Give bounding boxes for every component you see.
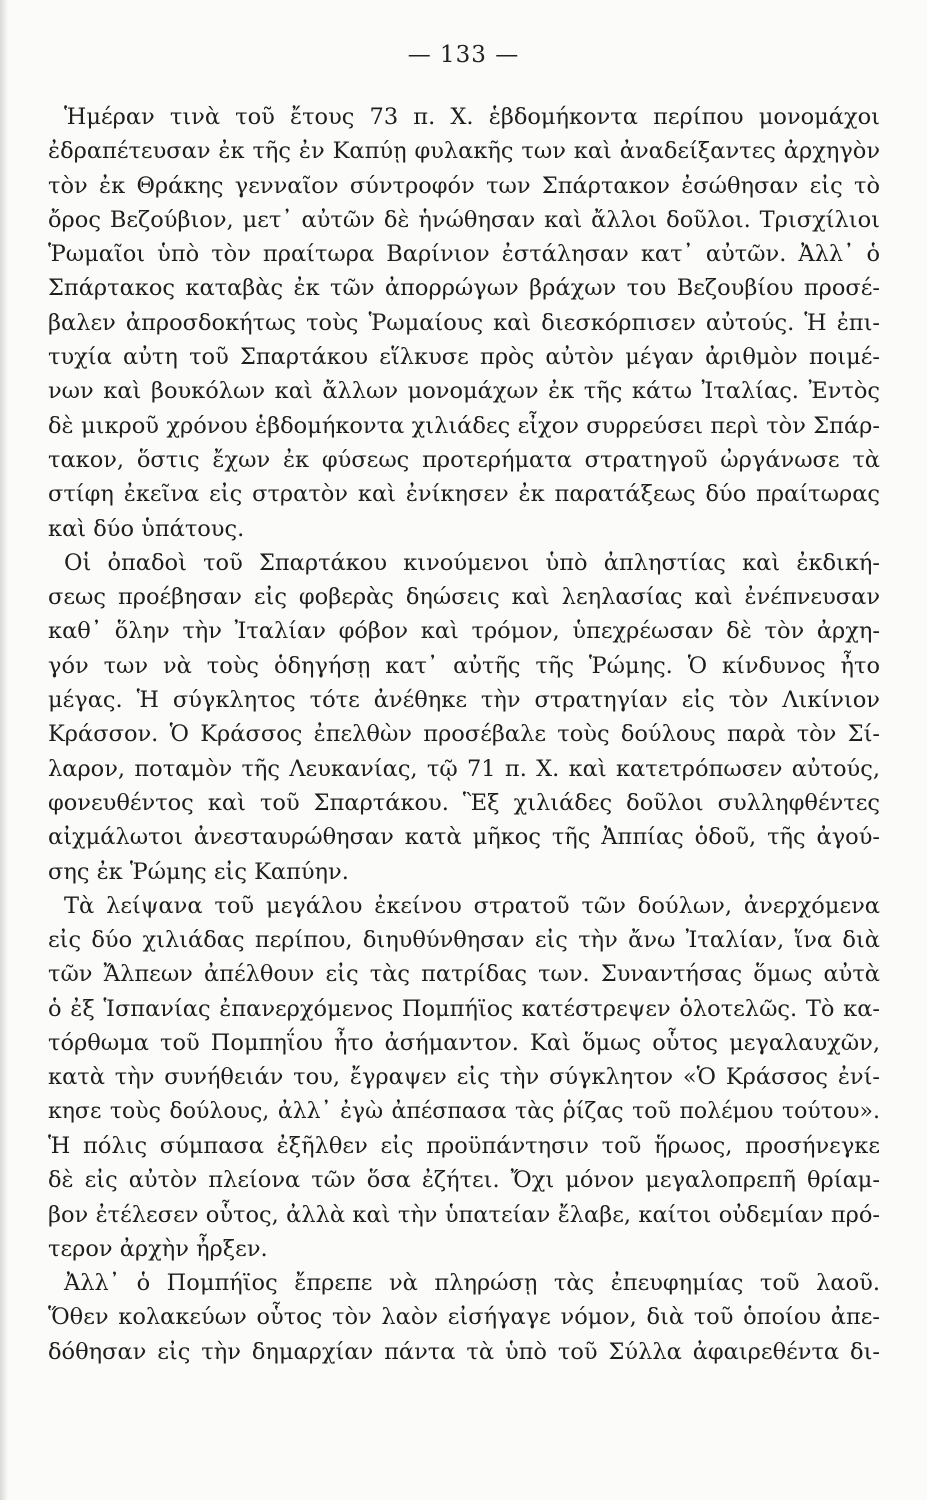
text-line: τερον ἀρχὴν ἦρξεν. [48, 1235, 268, 1262]
text-line: Ἀλλ᾽ ὁ Πομπήϊος ἔπρεπε νὰ πληρώσῃ τὰς ἐπευφημίας τοῦ λαοῦ. [64, 1270, 880, 1297]
text-line: βον ἐτέλεσεν οὗτος, ἀλλὰ καὶ τὴν ὑπατείαν ἔλαβε, καίτοι οὐδεμίαν πρό- [48, 1201, 880, 1228]
text-line: φονευθέντος καὶ τοῦ Σπαρτάκου. Ἓξ χιλιάδες δοῦλοι συλληφθέντες [48, 789, 880, 816]
text-line: νων καὶ βουκόλων καὶ ἄλλων μονομάχων ἐκ τῆς κάτω Ἰταλίας. Ἐντὸς [48, 378, 880, 405]
text-line: εἰς δύο χιλιάδας περίπου, διηυθύνθησαν εἰς τὴν ἄνω Ἰταλίαν, ἵνα διὰ [48, 927, 880, 954]
text-line: τυχία αὐτη τοῦ Σπαρτάκου εἵλκυσε πρὸς αὐτὸν μέγαν ἀριθμὸν ποιμέ- [48, 344, 880, 371]
text-line: κατὰ τὴν συνήθειάν του, ἔγραψεν εἰς τὴν σύγκλητον «Ὁ Κράσσος ἐνί- [48, 1064, 880, 1091]
text-line: ὄρος Βεζούβιον, μετ᾽ αὐτῶν δὲ ἡνώθησαν καὶ ἄλλοι δοῦλοι. Τρισχίλιοι [48, 206, 880, 233]
text-line: Ἡ πόλις σύμπασα ἐξῆλθεν εἰς προϋπάντησιν τοῦ ἥρωος, προσήνεγκε [48, 1132, 880, 1159]
text-line: καὶ δύο ὑπάτους. [48, 515, 245, 542]
text-line: Ἡμέραν τινὰ τοῦ ἔτους 73 π. Χ. ἑβδομήκοντα περίπου μονομάχοι [64, 104, 880, 130]
text-line: στίφη ἐκεῖνα εἰς στρατὸν καὶ ἐνίκησεν ἐκ παρατάξεως δύο πραίτωρας [48, 481, 880, 508]
text-line: μέγας. Ἡ σύγκλητος τότε ἀνέθηκε τὴν στρατηγίαν εἰς τὸν Λικίνιον [48, 687, 880, 714]
text-line: καθ᾽ ὅλην τὴν Ἰταλίαν φόβον καὶ τρόμον, ὑπεχρέωσαν δὲ τὸν ἀρχη- [48, 618, 880, 645]
text-line: δὲ μικροῦ χρόνου ἑβδομήκοντα χιλιάδες εἶχον συρρεύσει περὶ τὸν Σπάρ- [48, 412, 880, 439]
text-line: δὲ εἰς αὐτὸν πλείονα τῶν ὅσα ἐζήτει. Ὄχι μόνον μεγαλοπρεπῆ θρίαμ- [48, 1167, 880, 1194]
text-line: γόν των νὰ τοὺς ὁδηγήσῃ κατ᾽ αὐτῆς τῆς Ῥώμης. Ὁ κίνδυνος ἦτο [48, 652, 880, 679]
text-line: τακον, ὅστις ἔχων ἐκ φύσεως προτερήματα στρατηγοῦ ὠργάνωσε τὰ [48, 446, 880, 473]
body-text [48, 100, 880, 1369]
text-line: δόθησαν εἰς τὴν δημαρχίαν πάντα τὰ ὑπὸ τοῦ Σύλλα ἀφαιρεθέντα δι- [48, 1338, 880, 1365]
binding-shadow [0, 0, 8, 1500]
text-line: βαλεν ἀπροσδοκήτως τοὺς Ῥωμαίους καὶ διεσκόρπισεν αὐτούς. Ἡ ἐπι- [48, 309, 880, 336]
text-line: Ῥωμαῖοι ὑπὸ τὸν πραίτωρα Βαρίνιον ἐστάλησαν κατ᾽ αὐτῶν. Ἀλλ᾽ ὁ [48, 241, 880, 268]
text-line: τῶν Ἄλπεων ἀπέλθουν εἰς τὰς πατρίδας των. Συναντήσας ὅμως αὐτὰ [48, 961, 880, 988]
text-line: σεως προέβησαν εἰς φοβερὰς δηώσεις καὶ λεηλασίας καὶ ἐνέπνευσαν [48, 584, 880, 611]
text-line: Σπάρτακος καταβὰς ἐκ τῶν ἀπορρώγων βράχων του Βεζουβίου προσέ- [48, 275, 880, 302]
page-number: — 133 — [407, 42, 520, 68]
text-line: αἰχμάλωτοι ἀνεσταυρώθησαν κατὰ μῆκος τῆς Ἀππίας ὁδοῦ, τῆς ἀγού- [48, 824, 880, 851]
text-line: Ὅθεν κολακεύων οὗτος τὸν λαὸν εἰσήγαγε νόμον, διὰ τοῦ ὁποίου ἀπε- [48, 1304, 880, 1331]
text-line: Κράσσον. Ὁ Κράσσος ἐπελθὼν προσέβαλε τοὺς δούλους παρὰ τὸν Σί- [48, 721, 880, 748]
text-line: τὸν ἐκ Θράκης γενναῖον σύντροφόν των Σπάρτακον ἐσώθησαν εἰς τὸ [48, 172, 880, 199]
text-line: Οἱ ὀπαδοὶ τοῦ Σπαρτάκου κινούμενοι ὑπὸ ἀπληστίας καὶ ἐκδική- [64, 549, 880, 576]
text-line: κησε τοὺς δούλους, ἀλλ᾽ ἐγὼ ἀπέσπασα τὰς ῥίζας τοῦ πολέμου τούτου». [48, 1098, 880, 1124]
text-line: ὁ ἐξ Ἱσπανίας ἐπανερχόμενος Πομπήϊος κατέστρεψεν ὁλοτελῶς. Τὸ κα- [48, 995, 880, 1022]
text-line: ἐδραπέτευσαν ἐκ τῆς ἐν Καπύῃ φυλακῆς των καὶ ἀναδείξαντες ἀρχηγὸν [48, 138, 880, 165]
text-line: Τὰ λείψανα τοῦ μεγάλου ἐκείνου στρατοῦ τῶν δούλων, ἀνερχόμενα [64, 892, 880, 919]
text-line: τόρθωμα τοῦ Πομπηΐου ἦτο ἀσήμαντον. Καὶ ὅμως οὗτος μεγαλαυχῶν, [48, 1030, 880, 1057]
text-line: λαρον, ποταμὸν τῆς Λευκανίας, τῷ 71 π. Χ. καὶ κατετρόπωσεν αὐτούς, [48, 755, 880, 782]
text-line: σης ἐκ Ῥώμης εἰς Καπύην. [48, 858, 349, 885]
